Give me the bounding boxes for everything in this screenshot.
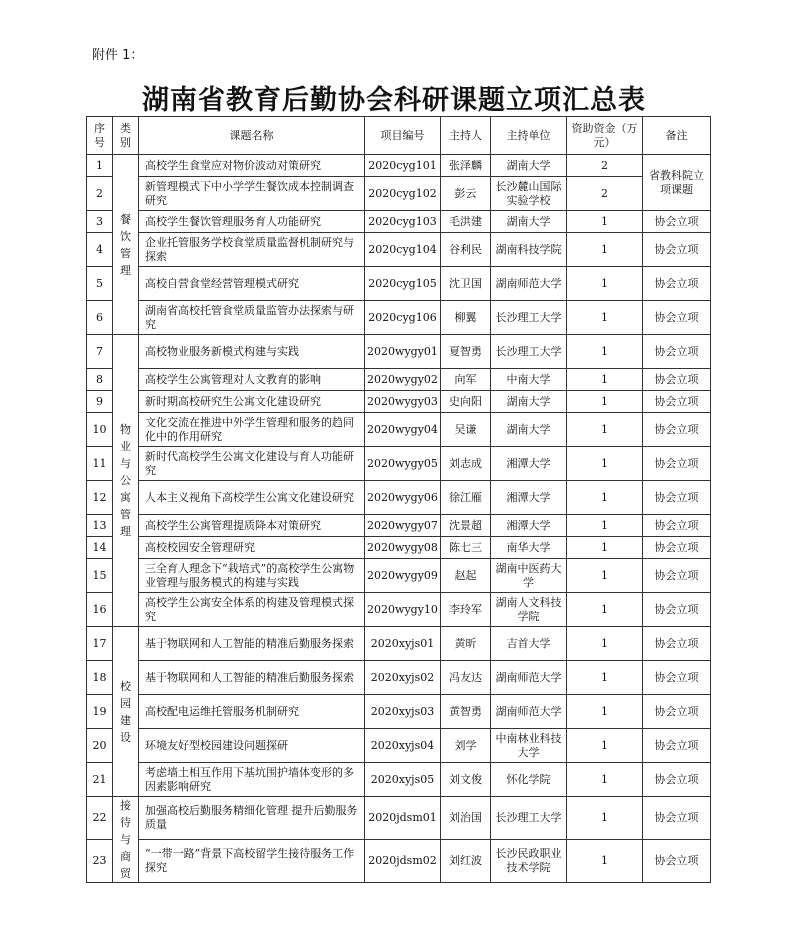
cell-code: 2020wygy09	[365, 559, 441, 593]
cell-leader: 赵起	[441, 559, 491, 593]
cell-unit: 湖南中医药大学	[491, 559, 567, 593]
cell-note: 协会立项	[643, 627, 711, 661]
cell-name: 新管理模式下中小学学生餐饮成本控制调查研究	[139, 177, 365, 211]
cell-name: 人本主义视角下高校学生公寓文化建设研究	[139, 481, 365, 515]
cell-note: 协会立项	[643, 763, 711, 797]
cell-unit: 湖南科技学院	[491, 233, 567, 267]
cell-no: 18	[87, 661, 113, 695]
cell-funding: 2	[567, 155, 643, 177]
cell-name: 高校校园安全管理研究	[139, 537, 365, 559]
project-table	[86, 116, 711, 883]
cell-funding: 1	[567, 369, 643, 391]
cell-leader: 刘学	[441, 729, 491, 763]
cell-no: 14	[87, 537, 113, 559]
table-row	[87, 797, 711, 840]
cell-name: 基于物联网和人工智能的精准后勤服务探索	[139, 661, 365, 695]
cell-unit: 中南大学	[491, 369, 567, 391]
cell-no: 4	[87, 233, 113, 267]
cell-name: 高校学生公寓管理提质降本对策研究	[139, 515, 365, 537]
header-code: 项目编号	[365, 117, 441, 155]
table-row	[87, 661, 711, 695]
cell-unit: 湘潭大学	[491, 481, 567, 515]
cell-no: 1	[87, 155, 113, 177]
cell-note: 协会立项	[643, 593, 711, 627]
cell-category: 接 待 与 商 贸	[113, 797, 139, 883]
cell-funding: 1	[567, 413, 643, 447]
cell-unit: 湘潭大学	[491, 515, 567, 537]
cell-name: 基于物联网和人工智能的精准后勤服务探索	[139, 627, 365, 661]
cell-name: 高校学生食堂应对物价波动对策研究	[139, 155, 365, 177]
table-row	[87, 335, 711, 369]
cell-leader: 沈卫国	[441, 267, 491, 301]
table-row	[87, 391, 711, 413]
cell-leader: 黄智勇	[441, 695, 491, 729]
cell-note: 协会立项	[643, 729, 711, 763]
cell-name: 考虑墙土相互作用下基坑围护墙体变形的多因素影响研究	[139, 763, 365, 797]
cell-funding: 2	[567, 177, 643, 211]
header-no: 序号	[87, 117, 113, 155]
header-category: 类别	[113, 117, 139, 155]
cell-note: 协会立项	[643, 481, 711, 515]
cell-unit: 长沙理工大学	[491, 301, 567, 335]
cell-funding: 1	[567, 593, 643, 627]
cell-funding: 1	[567, 661, 643, 695]
table-header-row	[87, 117, 711, 155]
cell-no: 3	[87, 211, 113, 233]
cell-name: “一带一路”背景下高校留学生接待服务工作探究	[139, 840, 365, 883]
cell-code: 2020cyg101	[365, 155, 441, 177]
cell-name: 湖南省高校托管食堂质量监管办法探索与研究	[139, 301, 365, 335]
cell-funding: 1	[567, 391, 643, 413]
table-row	[87, 301, 711, 335]
cell-no: 5	[87, 267, 113, 301]
cell-category: 餐 饮 管 理	[113, 155, 139, 335]
cell-leader: 刘文俊	[441, 763, 491, 797]
table-row	[87, 267, 711, 301]
cell-leader: 史向阳	[441, 391, 491, 413]
cell-leader: 张泽麟	[441, 155, 491, 177]
table-row	[87, 413, 711, 447]
cell-unit: 湖南师范大学	[491, 267, 567, 301]
cell-name: 高校自营食堂经营管理模式研究	[139, 267, 365, 301]
cell-funding: 1	[567, 627, 643, 661]
table-row	[87, 537, 711, 559]
table-row	[87, 177, 711, 211]
cell-funding: 1	[567, 763, 643, 797]
cell-code: 2020cyg105	[365, 267, 441, 301]
cell-code: 2020xyjs05	[365, 763, 441, 797]
cell-code: 2020cyg104	[365, 233, 441, 267]
cell-no: 23	[87, 840, 113, 883]
cell-leader: 徐江雁	[441, 481, 491, 515]
cell-funding: 1	[567, 559, 643, 593]
table-row	[87, 763, 711, 797]
cell-no: 9	[87, 391, 113, 413]
table-row	[87, 627, 711, 661]
cell-no: 20	[87, 729, 113, 763]
cell-code: 2020xyjs01	[365, 627, 441, 661]
cell-code: 2020wygy04	[365, 413, 441, 447]
table-row	[87, 729, 711, 763]
header-name: 课题名称	[139, 117, 365, 155]
cell-code: 2020cyg102	[365, 177, 441, 211]
cell-code: 2020cyg103	[365, 211, 441, 233]
cell-unit: 中南林业科技大学	[491, 729, 567, 763]
cell-leader: 冯友达	[441, 661, 491, 695]
cell-unit: 长沙理工大学	[491, 335, 567, 369]
cell-note: 协会立项	[643, 211, 711, 233]
cell-unit: 吉首大学	[491, 627, 567, 661]
cell-unit: 怀化学院	[491, 763, 567, 797]
cell-unit: 长沙麓山国际实验学校	[491, 177, 567, 211]
cell-unit: 湖南大学	[491, 155, 567, 177]
cell-unit: 湖南师范大学	[491, 695, 567, 729]
table-row	[87, 695, 711, 729]
cell-unit: 湖南大学	[491, 211, 567, 233]
cell-funding: 1	[567, 515, 643, 537]
cell-funding: 1	[567, 447, 643, 481]
cell-unit: 湖南人文科技学院	[491, 593, 567, 627]
cell-leader: 沈景超	[441, 515, 491, 537]
cell-note: 协会立项	[643, 840, 711, 883]
cell-leader: 柳翼	[441, 301, 491, 335]
cell-funding: 1	[567, 335, 643, 369]
table-row	[87, 369, 711, 391]
cell-leader: 刘红波	[441, 840, 491, 883]
header-funding: 资助资金（万元）	[567, 117, 643, 155]
cell-name: 环境友好型校园建设问题探研	[139, 729, 365, 763]
cell-leader: 彭云	[441, 177, 491, 211]
table-row	[87, 233, 711, 267]
cell-funding: 1	[567, 481, 643, 515]
cell-name: 文化交流在推进中外学生管理和服务的趋同化中的作用研究	[139, 413, 365, 447]
cell-note: 协会立项	[643, 267, 711, 301]
cell-unit: 湖南大学	[491, 391, 567, 413]
cell-no: 2	[87, 177, 113, 211]
table-row	[87, 515, 711, 537]
table-row	[87, 447, 711, 481]
cell-name: 加强高校后勤服务精细化管理 提升后勤服务质量	[139, 797, 365, 840]
cell-funding: 1	[567, 729, 643, 763]
cell-name: 高校学生公寓管理对人文教育的影响	[139, 369, 365, 391]
cell-funding: 1	[567, 267, 643, 301]
cell-no: 17	[87, 627, 113, 661]
cell-name: 高校学生公寓安全体系的构建及管理模式探究	[139, 593, 365, 627]
cell-note: 协会立项	[643, 391, 711, 413]
cell-note: 协会立项	[643, 695, 711, 729]
cell-note: 省教科院立项课题	[643, 155, 711, 211]
cell-no: 15	[87, 559, 113, 593]
cell-code: 2020wygy02	[365, 369, 441, 391]
cell-leader: 黄昕	[441, 627, 491, 661]
cell-funding: 1	[567, 537, 643, 559]
cell-note: 协会立项	[643, 369, 711, 391]
cell-unit: 长沙理工大学	[491, 797, 567, 840]
cell-no: 13	[87, 515, 113, 537]
cell-no: 19	[87, 695, 113, 729]
cell-code: 2020wygy10	[365, 593, 441, 627]
cell-code: 2020wygy07	[365, 515, 441, 537]
cell-funding: 1	[567, 233, 643, 267]
cell-no: 11	[87, 447, 113, 481]
header-leader: 主持人	[441, 117, 491, 155]
cell-code: 2020cyg106	[365, 301, 441, 335]
attachment-label: 附件 1：	[92, 48, 144, 63]
cell-unit: 南华大学	[491, 537, 567, 559]
table-row	[87, 559, 711, 593]
cell-unit: 湖南大学	[491, 413, 567, 447]
cell-note: 协会立项	[643, 515, 711, 537]
cell-unit: 湖南师范大学	[491, 661, 567, 695]
cell-leader: 刘志成	[441, 447, 491, 481]
cell-name: 三全育人理念下“栽培式”的高校学生公寓物业管理与服务模式的构建与实践	[139, 559, 365, 593]
cell-no: 6	[87, 301, 113, 335]
cell-code: 2020xyjs04	[365, 729, 441, 763]
cell-leader: 李玲军	[441, 593, 491, 627]
cell-unit: 长沙民政职业技术学院	[491, 840, 567, 883]
cell-name: 新时代高校学生公寓文化建设与育人功能研究	[139, 447, 365, 481]
cell-code: 2020wygy05	[365, 447, 441, 481]
cell-leader: 夏智勇	[441, 335, 491, 369]
cell-note: 协会立项	[643, 661, 711, 695]
cell-no: 16	[87, 593, 113, 627]
cell-funding: 1	[567, 840, 643, 883]
cell-funding: 1	[567, 695, 643, 729]
cell-funding: 1	[567, 301, 643, 335]
cell-leader: 陈七三	[441, 537, 491, 559]
cell-leader: 刘治国	[441, 797, 491, 840]
cell-no: 22	[87, 797, 113, 840]
cell-no: 8	[87, 369, 113, 391]
cell-note: 协会立项	[643, 797, 711, 840]
cell-name: 高校物业服务新模式构建与实践	[139, 335, 365, 369]
cell-code: 2020xyjs03	[365, 695, 441, 729]
cell-leader: 谷利民	[441, 233, 491, 267]
cell-funding: 1	[567, 211, 643, 233]
table-row	[87, 593, 711, 627]
cell-name: 高校配电运维托管服务机制研究	[139, 695, 365, 729]
cell-no: 12	[87, 481, 113, 515]
table-row	[87, 211, 711, 233]
cell-code: 2020wygy01	[365, 335, 441, 369]
header-unit: 主持单位	[491, 117, 567, 155]
cell-code: 2020wygy06	[365, 481, 441, 515]
cell-name: 新时期高校研究生公寓文化建设研究	[139, 391, 365, 413]
table-row	[87, 155, 711, 177]
cell-note: 协会立项	[643, 447, 711, 481]
cell-note: 协会立项	[643, 537, 711, 559]
table-row	[87, 481, 711, 515]
cell-note: 协会立项	[643, 559, 711, 593]
header-note: 备注	[643, 117, 711, 155]
cell-category: 物 业 与 公 寓 管 理	[113, 335, 139, 627]
cell-category: 校 园 建 设	[113, 627, 139, 797]
cell-note: 协会立项	[643, 233, 711, 267]
cell-code: 2020wygy03	[365, 391, 441, 413]
cell-no: 21	[87, 763, 113, 797]
cell-no: 7	[87, 335, 113, 369]
cell-leader: 向军	[441, 369, 491, 391]
cell-leader: 吴谦	[441, 413, 491, 447]
table-body	[87, 155, 711, 883]
cell-leader: 毛洪建	[441, 211, 491, 233]
cell-note: 协会立项	[643, 335, 711, 369]
cell-note: 协会立项	[643, 301, 711, 335]
page-title: 湖南省教育后勤协会科研课题立项汇总表	[142, 85, 646, 116]
cell-no: 10	[87, 413, 113, 447]
cell-code: 2020wygy08	[365, 537, 441, 559]
table-row	[87, 840, 711, 883]
cell-funding: 1	[567, 797, 643, 840]
cell-unit: 湘潭大学	[491, 447, 567, 481]
cell-code: 2020jdsm01	[365, 797, 441, 840]
cell-name: 高校学生餐饮管理服务育人功能研究	[139, 211, 365, 233]
cell-note: 协会立项	[643, 413, 711, 447]
cell-code: 2020jdsm02	[365, 840, 441, 883]
cell-name: 企业托管服务学校食堂质量监督机制研究与探索	[139, 233, 365, 267]
cell-code: 2020xyjs02	[365, 661, 441, 695]
